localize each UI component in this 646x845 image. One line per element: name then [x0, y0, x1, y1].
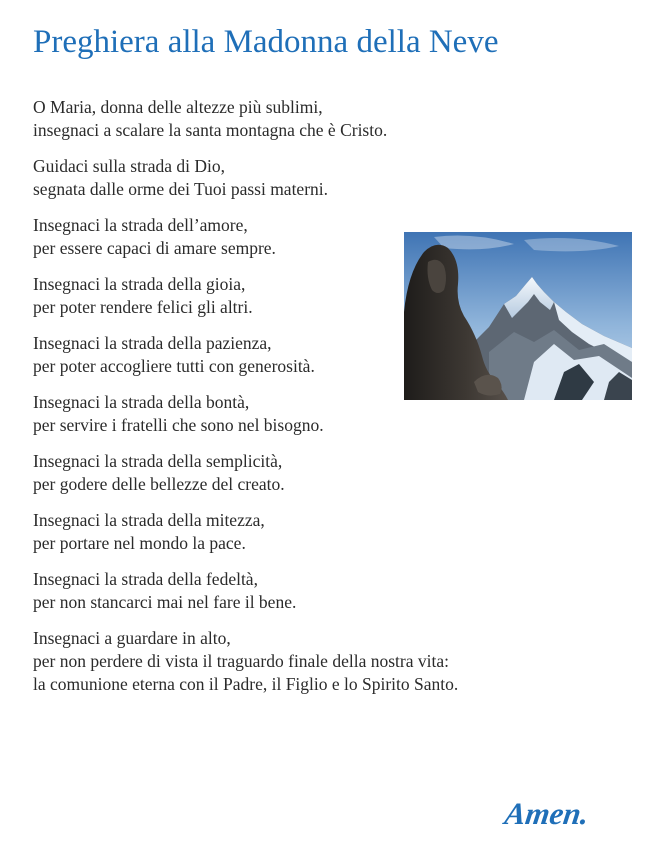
verse-line: per poter accogliere tutti con generosità. [33, 356, 315, 376]
verse-line: per servire i fratelli che sono nel bisogno. [33, 415, 324, 435]
prayer-text [33, 96, 633, 709]
stanza [33, 450, 633, 496]
verse-line: per non perdere di vista il traguardo finale della nostra vita: [33, 651, 449, 671]
verse-line: O Maria, donna delle altezze più sublimi, [33, 97, 323, 117]
stanza [33, 627, 633, 696]
verse-line: segnata dalle orme dei Tuoi passi materni. [33, 179, 329, 199]
verse-line: Insegnaci la strada della gioia, [33, 274, 246, 294]
verse-line: Insegnaci la strada della mitezza, [33, 510, 265, 530]
verse-line: Insegnaci la strada della pazienza, [33, 333, 272, 353]
verse-line: Guidaci sulla strada di Dio, [33, 156, 225, 176]
verse-line: Insegnaci la strada della semplicità, [33, 451, 283, 471]
page-title: Preghiera alla Madonna della Neve [33, 24, 499, 60]
verse-line: Insegnaci a guardare in alto, [33, 628, 231, 648]
verse-line: per poter rendere felici gli altri. [33, 297, 253, 317]
stanza [33, 509, 633, 555]
verse-line: insegnaci a scalare la santa montagna che è Cristo. [33, 120, 388, 140]
verse-line: la comunione eterna con il Padre, il Figlio e lo Spirito Santo. [33, 674, 459, 694]
verse-line: per portare nel mondo la pace. [33, 533, 246, 553]
stanza [33, 155, 633, 201]
stanza [33, 96, 633, 142]
stanza [33, 568, 633, 614]
amen-signature: Amen. [502, 796, 592, 831]
verse-line: per non stancarci mai nel fare il bene. [33, 592, 297, 612]
verse-line: Insegnaci la strada della bontà, [33, 392, 250, 412]
verse-line: per godere delle bellezze del creato. [33, 474, 285, 494]
verse-line: Insegnaci la strada dell’amore, [33, 215, 248, 235]
verse-line: per essere capaci di amare sempre. [33, 238, 276, 258]
verse-line: Insegnaci la strada della fedeltà, [33, 569, 258, 589]
madonna-mountain-photo [404, 232, 632, 400]
